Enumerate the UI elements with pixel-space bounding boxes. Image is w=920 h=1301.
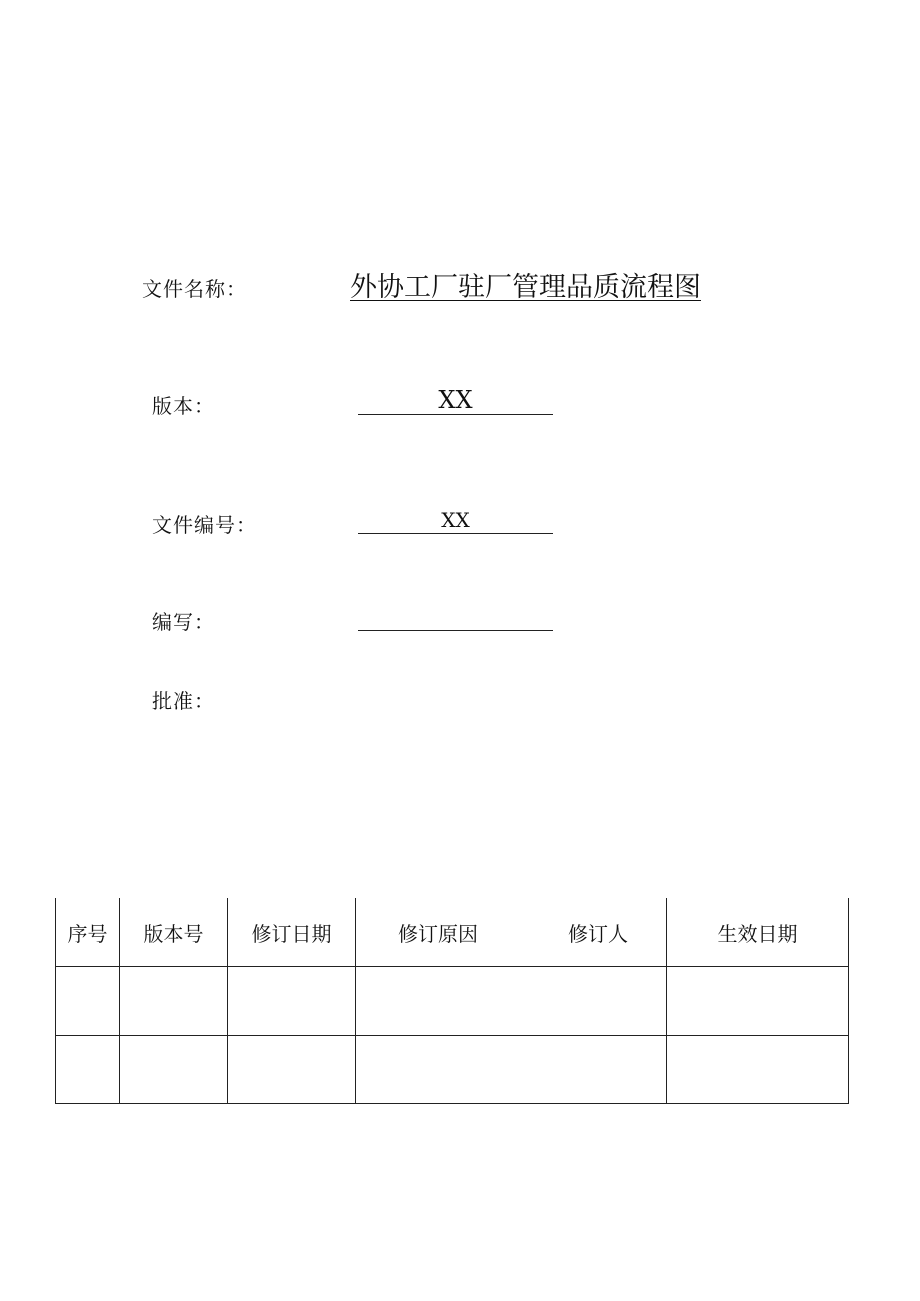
doc-name-label: 文件名称： [142,277,247,301]
header-reviser: 修订人 [568,921,628,946]
author-value [358,602,553,631]
header-revision-date: 修订日期 [228,898,356,967]
revision-table [55,898,849,1104]
revision-header-row [56,898,849,967]
cell-version-no [120,967,228,1036]
cell-version-no [120,1035,228,1104]
header-effective-date: 生效日期 [667,898,849,967]
cell-revision-date [228,967,356,1036]
doc-number-value: XX [358,508,553,534]
header-revision-reason: 修订原因 [398,921,478,946]
doc-name-value: 外协工厂驻厂管理品质流程图 [350,272,701,303]
cell-revision-date [228,1035,356,1104]
cell-revision-reason [356,1035,667,1104]
doc-number-label: 文件编号： [152,513,257,537]
header-seq: 序号 [56,898,120,967]
cell-seq [56,1035,120,1104]
table-row [56,967,849,1036]
header-reason-reviser [356,898,667,967]
cell-seq [56,967,120,1036]
version-label: 版本： [152,394,215,418]
version-value: XX [358,386,553,415]
author-label: 编写： [152,610,215,634]
cell-effective-date [667,967,849,1036]
table-row [56,1035,849,1104]
cell-effective-date [667,1035,849,1104]
cell-revision-reason [356,967,667,1036]
header-version-no: 版本号 [120,898,228,967]
approval-label: 批准： [152,689,215,713]
